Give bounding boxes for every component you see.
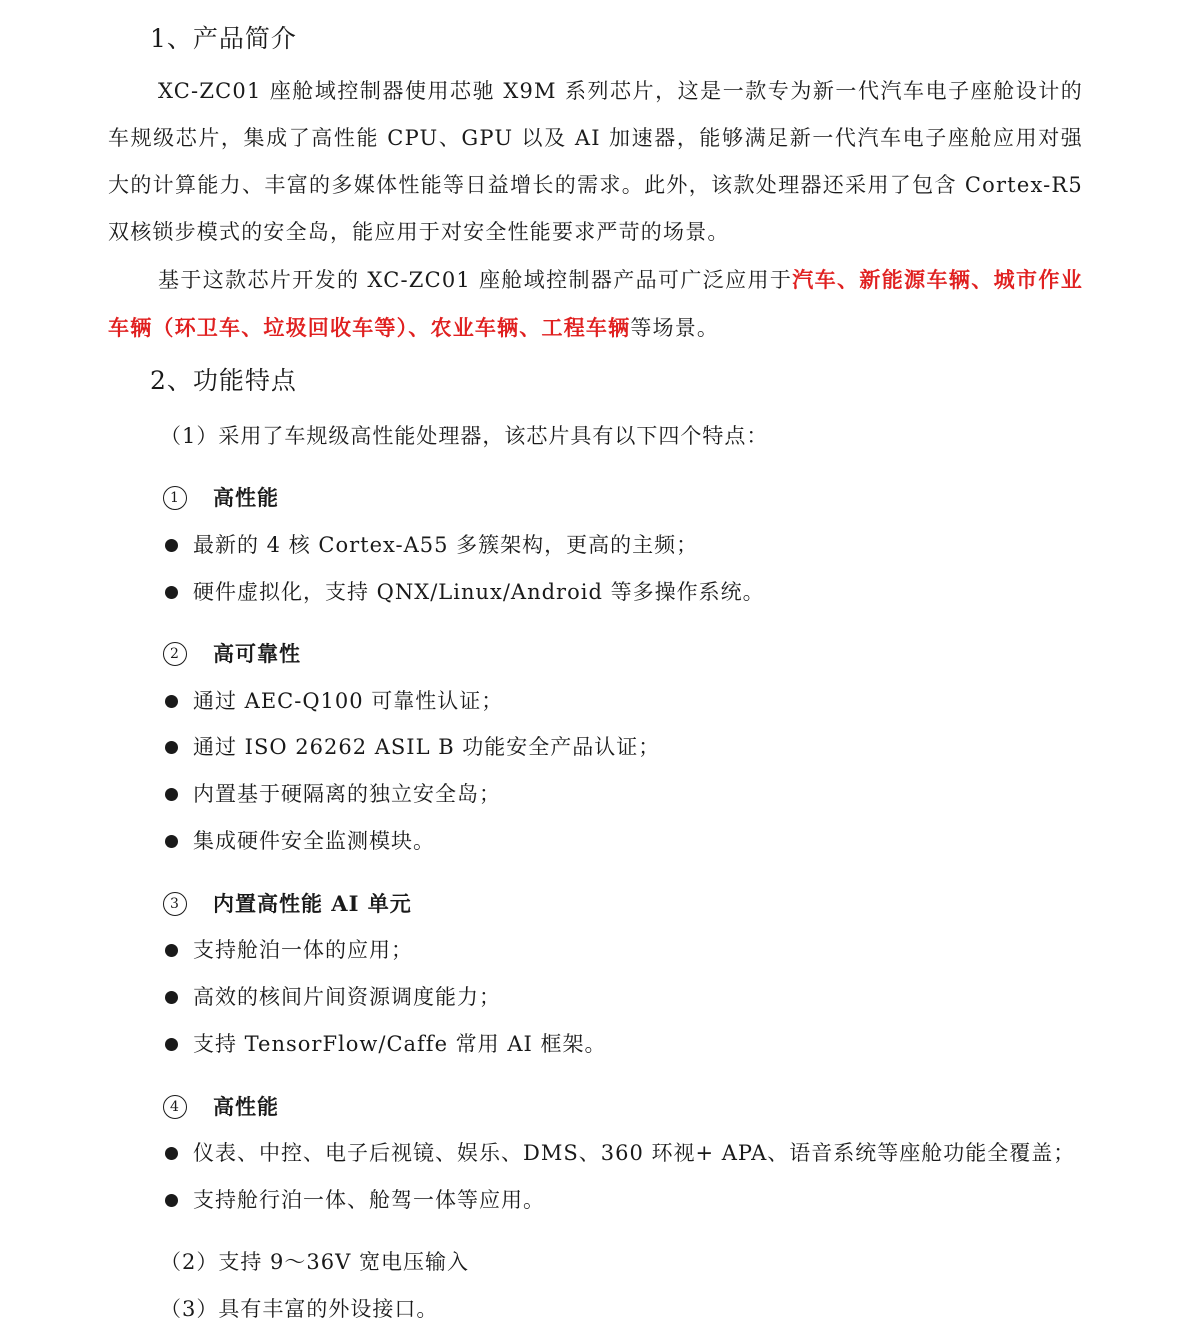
bullet-text: 高效的核间片间资源调度能力； — [193, 985, 501, 1009]
circled-number-1: 1 — [163, 486, 187, 510]
group-title-3: 内置高性能 AI 单元 — [213, 891, 412, 916]
feature-group-3-title — [163, 889, 412, 919]
feature-item-1: （1）采用了车规级高性能处理器，该芯片具有以下四个特点： — [160, 424, 769, 448]
bullet-dot-icon — [165, 1147, 178, 1160]
feature-item-3: （3）具有丰富的外设接口。 — [160, 1297, 439, 1321]
application-text-pre: 基于这款芯片开发的 XC-ZC01 座舱域控制器产品可广泛应用于 — [158, 268, 793, 292]
bullet-text: 内置基于硬隔离的独立安全岛； — [193, 782, 501, 806]
bullet-text: 仪表、中控、电子后视镜、娱乐、DMS、360 环视+ APA、语音系统等座舱功能全覆盖； — [193, 1141, 1076, 1165]
circled-number-3: 3 — [163, 892, 187, 916]
bullet-dot-icon — [165, 586, 178, 599]
feature-item-2: （2）支持 9～36V 宽电压输入 — [160, 1250, 469, 1274]
section-heading-features: 2、功能特点 — [150, 366, 297, 395]
section-heading-intro: 1、产品简介 — [150, 24, 297, 53]
bullet-item — [165, 530, 698, 560]
group-title-2: 高可靠性 — [213, 641, 301, 666]
feature-group-4-title — [163, 1092, 279, 1122]
bullet-text: 支持 TensorFlow/Caffe 常用 AI 框架。 — [193, 1032, 607, 1056]
bullet-text: 通过 ISO 26262 ASIL B 功能安全产品认证； — [193, 735, 661, 759]
circled-number-4: 4 — [163, 1095, 187, 1119]
group-title-4: 高性能 — [213, 1094, 279, 1119]
bullet-item — [165, 982, 501, 1012]
group-title-1: 高性能 — [213, 485, 279, 510]
bullet-item — [165, 686, 503, 716]
circled-number-2: 2 — [163, 642, 187, 666]
bullet-item — [165, 935, 413, 965]
bullet-item — [165, 1138, 1075, 1168]
bullet-dot-icon — [165, 1194, 178, 1207]
bullet-item — [165, 577, 765, 607]
bullet-text: 支持舱泊一体的应用； — [193, 938, 413, 962]
bullet-dot-icon — [165, 695, 178, 708]
feature-group-1-title — [163, 483, 279, 513]
bullet-text: 最新的 4 核 Cortex-A55 多簇架构，更高的主频； — [193, 533, 699, 557]
bullet-dot-icon — [165, 944, 178, 957]
bullet-dot-icon — [165, 741, 178, 754]
bullet-item — [165, 1185, 545, 1215]
bullet-text: 硬件虚拟化，支持 QNX/Linux/Android 等多操作系统。 — [193, 580, 765, 604]
bullet-dot-icon — [165, 539, 178, 552]
bullet-dot-icon — [165, 991, 178, 1004]
bullet-item — [165, 779, 501, 809]
application-paragraph — [108, 256, 1083, 352]
bullet-text: 集成硬件安全监测模块。 — [193, 829, 435, 853]
bullet-text: 支持舱行泊一体、舱驾一体等应用。 — [193, 1188, 545, 1212]
application-highlight: 汽车、新能源车辆、城市作业车辆（环卫车、垃圾回收车等）、农业车辆、工程车辆 — [108, 267, 1083, 340]
bullet-text: 通过 AEC-Q100 可靠性认证； — [193, 689, 504, 713]
bullet-item — [165, 732, 660, 762]
bullet-item — [165, 1029, 607, 1059]
application-text-post: 等场景。 — [630, 316, 720, 340]
bullet-item — [165, 826, 435, 856]
bullet-dot-icon — [165, 788, 178, 801]
intro-paragraph: XC-ZC01 座舱域控制器使用芯驰 X9M 系列芯片，这是一款专为新一代汽车电子座舱设计的车规级芯片，集成了高性能 CPU、GPU 以及 AI 加速器，能够满足新一代汽车电子座舱应用对强大的计算能力、丰富的多媒体性能等日益增长的需求。此外，该款处理器还采用了包含 Cortex-R5 双核锁步模式的安全岛，能应用于对安全性能要求严苛的场景。 — [108, 79, 1083, 244]
feature-group-2-title — [163, 639, 301, 669]
bullet-dot-icon — [165, 835, 178, 848]
bullet-dot-icon — [165, 1038, 178, 1051]
